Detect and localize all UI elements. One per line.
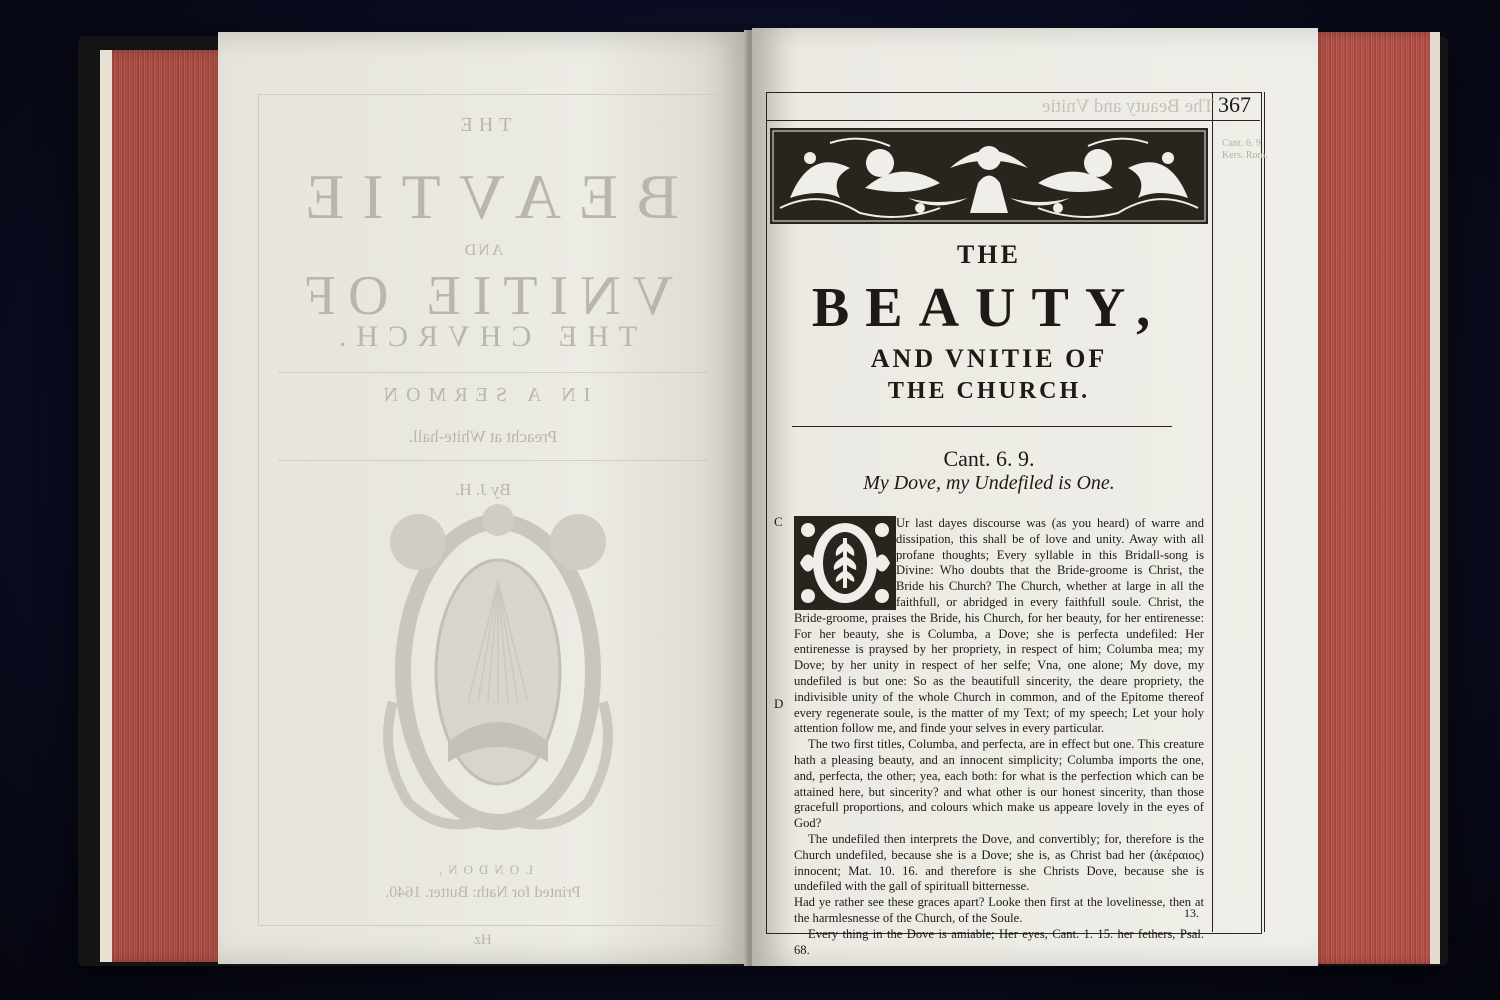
ornamental-headpiece <box>770 128 1208 224</box>
title-the: THE <box>957 240 1021 269</box>
right-edge-cap <box>1430 32 1440 964</box>
paragraph-1: Ur last dayes discourse was (as you heard) of warre and dissipation, this shall be of love and unity. Away with all profane thoughts; Every syllable in this Bridall-song is Divine: Who doubts that the Bride-groome is Christ, the Bride his Church? The Church, whether at large in all the faithfull, or abridged in every faithfull soule. Christ, the Bride-groome, praises the Bride, his Church, for her beauty, for her entirenesse: For her beauty, she is Columba, a Dove; she is perfecta undefiled: Her entirenesse is praysed by her propriety, in respect of him; Columba mea; my Dove; by her unity in respect of her selfe; Vna, one alone; My dove, my undefiled is but one: So as the beautifull sincerity, the deare propriety, the indivisible unity of the whole Church in common, and of the Epitome thereof every regenerate soule, is the matter of my Text; of my speech; Let your holy attention follow me, and finde your selves in every particular. <box>794 516 1204 736</box>
margin-note-bleed-1: Cant. 6. 9. <box>1222 138 1264 149</box>
paragraph-4: Had ye rather see these graces apart? Looke then first at the lovelinesse, then at the harmlesnesse of the Church, of the Soule. <box>794 895 1204 925</box>
paragraph-2: The two first titles, Columba, and perfecta, are in effect but one. This creature hath a pleasing beauty, and an innocent simplicity; Columba imports the one, and, perfecta, the other; yea, each both: for what is the perfection which can be attained here, but sincerity? and what other is our honest sincerity, than those gracefull proportions, and colours which make us appeare lovely in the eyes of God? <box>794 737 1204 831</box>
bleed-line-7: Preacht at White-hall. <box>408 427 558 446</box>
bleed-rule <box>278 372 708 373</box>
left-page-edges <box>100 50 228 962</box>
bleed-rule <box>278 460 708 461</box>
decorated-initial-o <box>794 516 896 610</box>
bleed-line-6: IN A SERMON <box>375 384 591 406</box>
title-rule <box>792 426 1172 427</box>
bleed-line-4: VNITIE OF <box>292 265 674 327</box>
sermon-body <box>794 516 1204 958</box>
bleed-line-9: LONDON, <box>432 862 534 877</box>
right-page-edges <box>1312 32 1440 964</box>
page-number: 367 <box>1218 92 1251 117</box>
margin-note-bleed <box>1222 138 1268 162</box>
bleed-ornament-o <box>378 502 618 842</box>
right-page <box>752 28 1318 966</box>
running-head-bleed: The Beauty and Vnitie <box>1042 96 1215 117</box>
title-church: THE CHURCH. <box>887 378 1091 404</box>
margin-column-rule <box>1212 92 1213 932</box>
bleed-line-5: THE CHVRCH. <box>328 320 638 353</box>
paragraph-3: The undefiled then interprets the Dove, and convertibly; for, therefore is the Church undefiled, because she is a Dove; she is, as Christ bad her (ἀκέραιος) innocent; Mat. 10. 16. and therefore is she Christs Dove, because she is undefiled with the gall of spirituall bitternesse. <box>794 831 1204 894</box>
margin-note-bleed-2: Kers. Rom. <box>1222 150 1268 161</box>
bleed-line-2: BEAVTIE <box>287 161 679 232</box>
bleed-line-8: By J. H. <box>455 480 511 499</box>
scripture-reference: Cant. 6. 9. <box>943 446 1035 471</box>
paragraph-5: Every thing in the Dove is amiable; Her eyes, Cant. 1. 15. her fethers, Psal. 68. <box>794 926 1204 957</box>
scripture-text: My Dove, my Undefiled is One. <box>863 472 1115 494</box>
margin-mark-c: C <box>774 514 783 529</box>
title-beauty: BEAUTY, <box>811 277 1167 339</box>
bleed-line-10: Printed for Nath: Butter. 1640. <box>385 884 581 901</box>
margin-column-outer-rule <box>1264 92 1265 932</box>
left-page <box>218 32 748 964</box>
bleed-line-3: AND <box>462 242 504 259</box>
margin-mark-d: D <box>774 696 784 711</box>
header-rule <box>766 120 1260 121</box>
bleed-line-1: THE <box>454 114 512 136</box>
left-edge-cap <box>100 50 112 962</box>
signature-mark: 13. <box>1184 906 1199 920</box>
title-unitie: AND VNITIE OF <box>870 344 1108 373</box>
bleed-line-11: Hz <box>474 932 492 948</box>
